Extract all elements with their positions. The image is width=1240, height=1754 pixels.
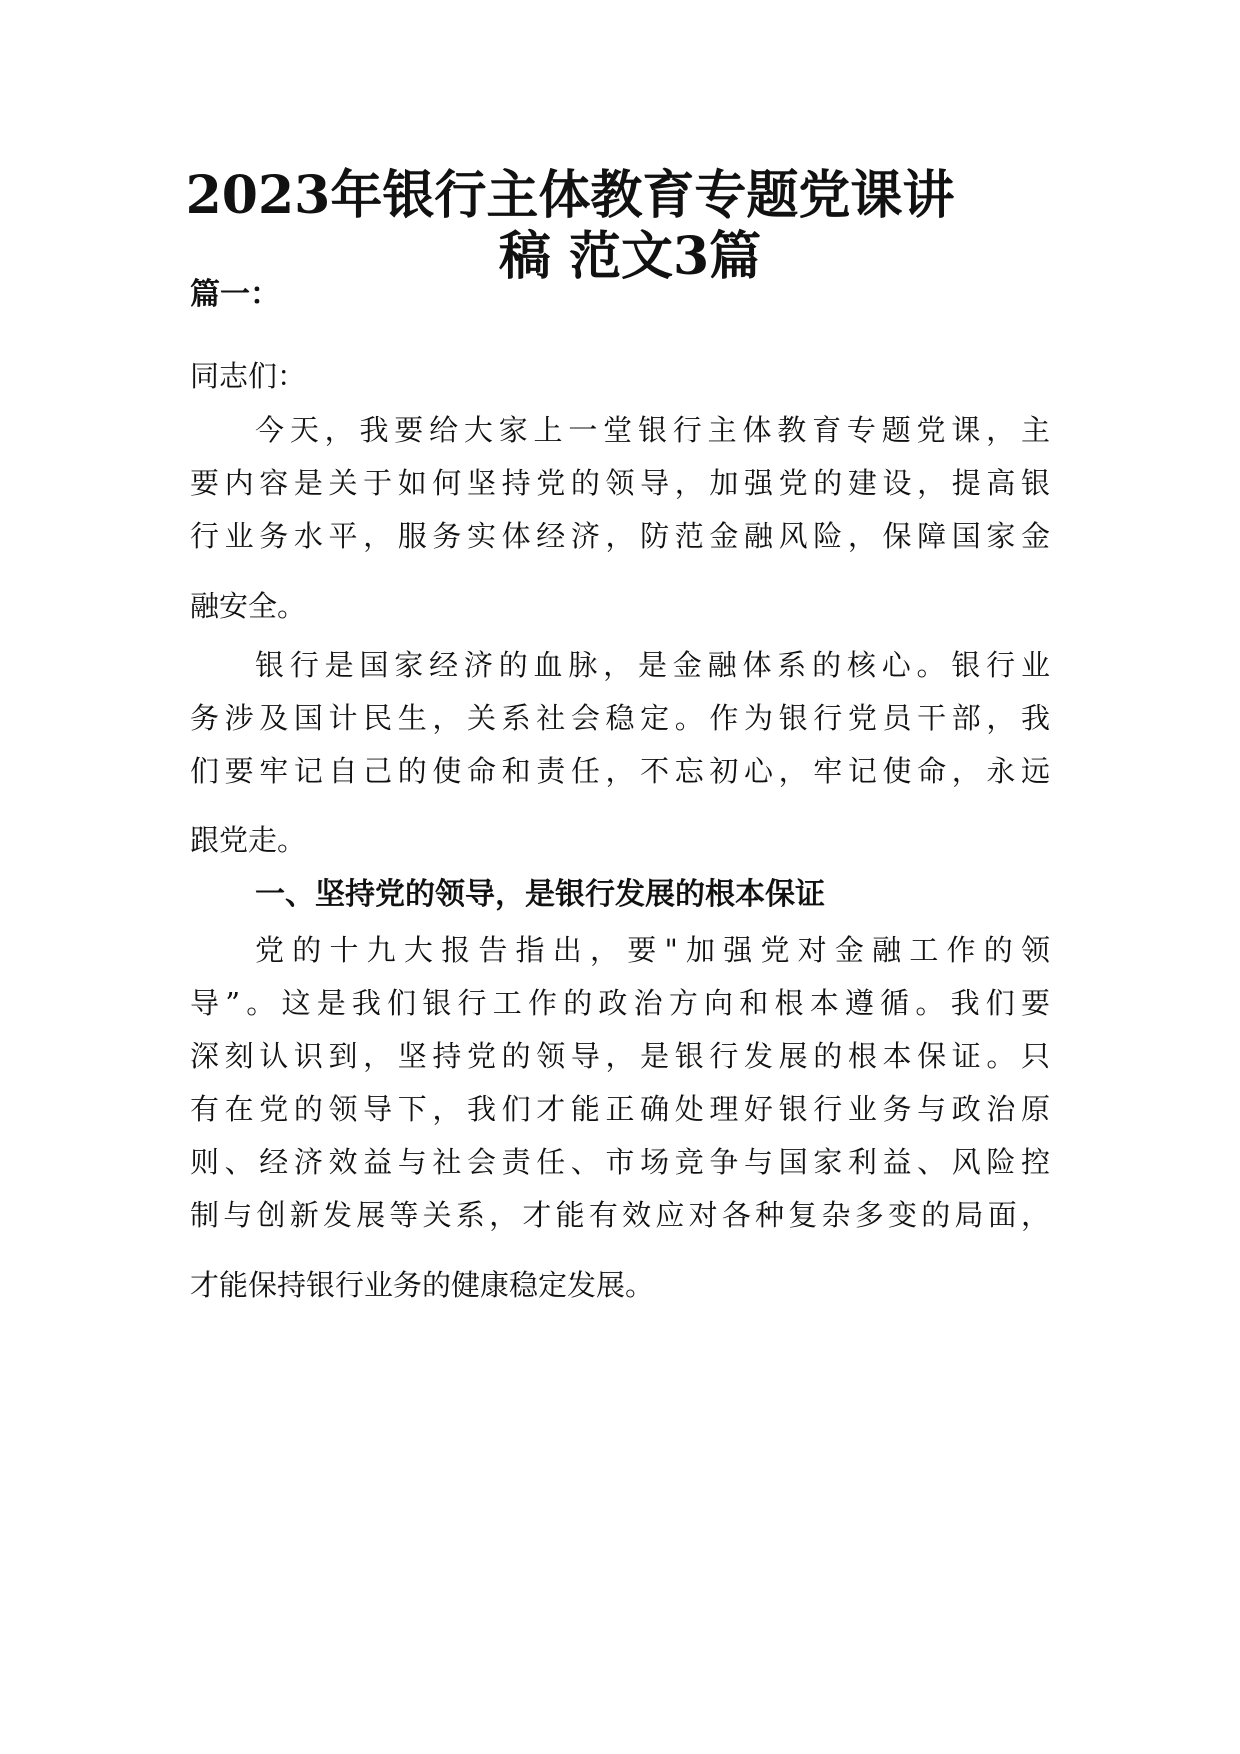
para1-line-2: 要内容是关于如何坚持党的领导，加强党的建设，提高银 [190, 466, 1050, 500]
para2-line-3: 们要牢记自己的使命和责任，不忘初心，牢记使命，永远 [190, 754, 1050, 788]
document-title-line-2: 稿 范文3篇 [498, 226, 762, 287]
para2-line-1: 银行是国家经济的血脉，是金融体系的核心。银行业 [255, 648, 1050, 682]
para2-line-4: 跟党走。 [190, 823, 307, 857]
para3-line-5: 则、经济效益与社会责任、市场竞争与国家利益、风险控 [190, 1145, 1050, 1179]
section-1-heading: 一、坚持党的领导，是银行发展的根本保证 [255, 877, 825, 912]
para3-line-4: 有在党的领导下，我们才能正确处理好银行业务与政治原 [190, 1092, 1050, 1126]
para3-line-7: 才能保持银行业务的健康稳定发展。 [190, 1268, 655, 1302]
part-heading: 篇一： [190, 277, 280, 312]
para3-line-1: 党的十九大报告指出，要"加强党对金融工作的领 [255, 933, 1050, 967]
para1-line-4: 融安全。 [190, 589, 307, 623]
para1-line-3: 行业务水平，服务实体经济，防范金融风险，保障国家金 [190, 519, 1050, 553]
para2-line-2: 务涉及国计民生，关系社会稳定。作为银行党员干部，我 [190, 701, 1050, 735]
document-title-line-1: 2023年银行主体教育专题党课讲 [185, 165, 955, 226]
para3-line-3: 深刻认识到，坚持党的领导，是银行发展的根本保证。只 [190, 1039, 1050, 1073]
salutation: 同志们： [190, 359, 307, 393]
para3-line-2: 导”。这是我们银行工作的政治方向和根本遵循。我们要 [190, 986, 1050, 1020]
para1-line-1: 今天，我要给大家上一堂银行主体教育专题党课，主 [255, 413, 1050, 447]
para3-line-6: 制与创新发展等关系，才能有效应对各种复杂多变的局面， [190, 1198, 1050, 1232]
